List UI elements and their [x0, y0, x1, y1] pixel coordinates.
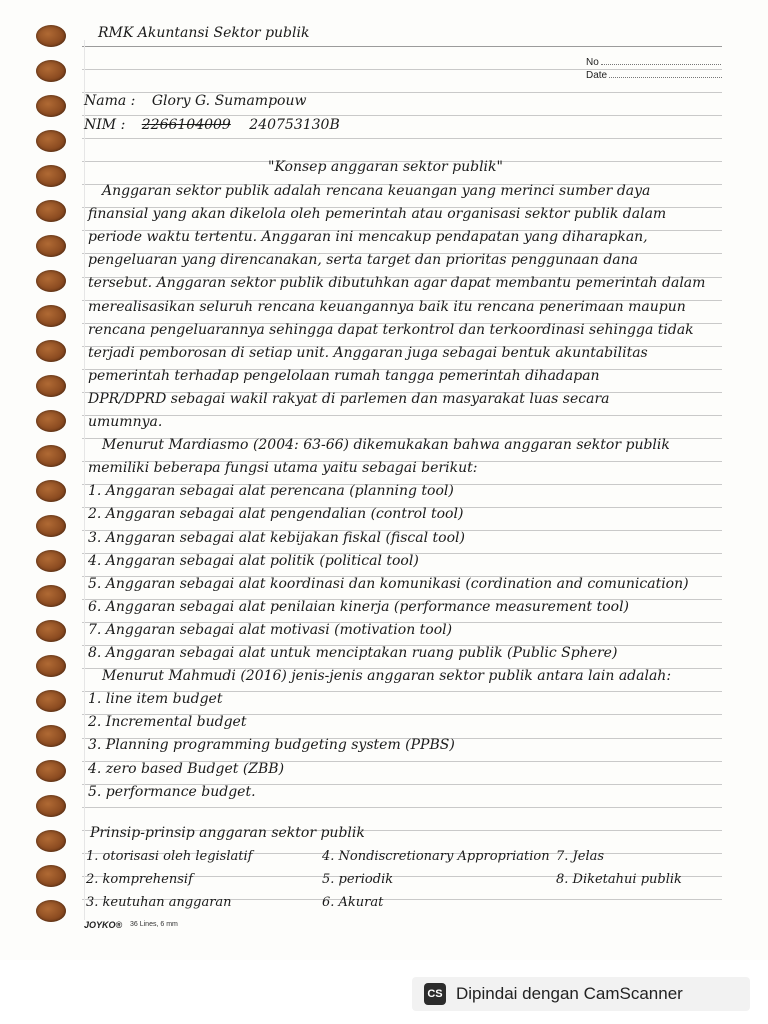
principle-item: 3. keutuhan anggaran	[86, 895, 232, 910]
essay-line: memiliki beberapa fungsi utama yaitu sebagai berikut:	[88, 460, 478, 477]
notebook-brand: JOYKO®	[84, 920, 123, 930]
binder-hole	[36, 550, 66, 572]
nim-value: 240753130B	[249, 117, 340, 133]
rule-line	[82, 415, 722, 416]
page-heading: RMK Akuntansi Sektor publik	[98, 25, 310, 41]
essay-line: pengeluaran yang direncanakan, serta target dan prioritas penggunaan dana	[88, 252, 639, 269]
margin-line	[84, 40, 85, 920]
principle-item: 5. periodik	[322, 872, 394, 887]
camscanner-logo-icon: CS	[424, 983, 446, 1005]
principle-item: 8. Diketahui publik	[556, 872, 682, 887]
essay-line: 5. performance budget.	[88, 783, 256, 800]
binder-hole	[36, 270, 66, 292]
principle-item: 1. otorisasi oleh legislatif	[86, 849, 253, 864]
principle-item: 4. Nondiscretionary Appropriation	[322, 849, 550, 864]
essay-line: 5. Anggaran sebagai alat koordinasi dan komunikasi (cordination and comunication)	[88, 575, 689, 592]
rule-line	[82, 807, 722, 808]
essay-line: merealisasikan seluruh rencana keuangannya baik itu rencana penerimaan maupun	[88, 298, 686, 315]
no-date-field	[586, 56, 722, 82]
essay-line: periode waktu tertentu. Anggaran ini mencakup pendapatan yang diharapkan,	[88, 229, 648, 246]
essay-line: 4. zero based Budget (ZBB)	[88, 760, 285, 777]
binder-hole	[36, 795, 66, 817]
essay-line: 6. Anggaran sebagai alat penilaian kinerja (performance measurement tool)	[88, 598, 630, 615]
essay-line: pemerintah terhadap pengelolaan rumah tangga pemerintah dihadapan	[88, 367, 600, 384]
essay-line: 3. Anggaran sebagai alat kebijakan fiskal (fiscal tool)	[88, 529, 465, 546]
binder-hole	[36, 60, 66, 82]
nim-crossed-out: 2266104009	[141, 117, 231, 133]
essay-line: Menurut Mardiasmo (2004: 63-66) dikemukakan bahwa anggaran sektor publik	[102, 437, 670, 454]
name-line	[84, 92, 306, 110]
essay-line: finansial yang akan dikelola oleh pemerintah atau organisasi sektor publik dalam	[88, 206, 667, 223]
binder-hole	[36, 340, 66, 362]
binder-hole	[36, 655, 66, 677]
essay-line: rencana pengeluarannya sehingga dapat terkontrol dan terkoordinasi sehingga tidak	[88, 321, 694, 338]
essay-line: 1. line item budget	[88, 691, 223, 708]
binder-hole	[36, 95, 66, 117]
binder-hole	[36, 165, 66, 187]
rule-line	[82, 138, 722, 139]
binder-hole	[36, 235, 66, 257]
binder-hole	[36, 830, 66, 852]
essay-line: 1. Anggaran sebagai alat perencana (planning tool)	[88, 483, 454, 500]
binder-hole	[36, 585, 66, 607]
principles-title: Prinsip-prinsip anggaran sektor publik	[90, 825, 365, 841]
binder-hole	[36, 130, 66, 152]
essay-line: Menurut Mahmudi (2016) jenis-jenis anggaran sektor publik antara lain adalah:	[102, 668, 672, 685]
binder-hole	[36, 865, 66, 887]
binder-hole	[36, 25, 66, 47]
essay-title: "Konsep anggaran sektor publik"	[268, 159, 503, 175]
essay-line: 2. Incremental budget	[88, 714, 247, 731]
binder-hole	[36, 725, 66, 747]
ruled-lines	[82, 0, 722, 960]
camscanner-label: Dipindai dengan CamScanner	[456, 984, 683, 1003]
essay-line: 2. Anggaran sebagai alat pengendalian (control tool)	[88, 506, 464, 523]
binder-hole	[36, 515, 66, 537]
binder-hole	[36, 410, 66, 432]
rule-line	[82, 46, 722, 47]
binder-holes	[36, 22, 70, 952]
binder-hole	[36, 900, 66, 922]
binder-hole	[36, 760, 66, 782]
principle-item: 7. Jelas	[556, 849, 605, 864]
binder-hole	[36, 620, 66, 642]
binder-hole	[36, 445, 66, 467]
essay-line: tersebut. Anggaran sektor publik dibutuhkan agar dapat membantu pemerintah dalam	[88, 275, 706, 292]
essay-line: 3. Planning programming budgeting system (PPBS)	[88, 737, 455, 754]
notebook-spec: 36 Lines, 6 mm	[130, 921, 178, 928]
binder-hole	[36, 305, 66, 327]
no-label: No	[586, 57, 599, 68]
camscanner-watermark	[412, 977, 750, 1011]
principle-item: 2. komprehensif	[86, 872, 193, 887]
principle-item: 6. Akurat	[322, 895, 384, 910]
date-label: Date	[586, 70, 608, 81]
essay-line: Anggaran sektor publik adalah rencana keuangan yang merinci sumber daya	[102, 183, 651, 199]
essay-line: DPR/DPRD sebagai wakil rakyat di parlemen dan masyarakat luas secara	[88, 390, 610, 407]
essay-line: terjadi pemborosan di setiap unit. Anggaran juga sebagai bentuk akuntabilitas	[88, 344, 648, 361]
essay-line: 8. Anggaran sebagai alat untuk menciptakan ruang publik (Public Sphere)	[88, 645, 618, 661]
nim-line	[84, 116, 340, 134]
name-label: Nama :	[84, 93, 136, 109]
name-value: Glory G. Sumampouw	[151, 93, 307, 109]
essay-line: 7. Anggaran sebagai alat motivasi (motivation tool)	[88, 621, 453, 638]
essay-line: umumnya.	[88, 414, 163, 430]
essay-line: 4. Anggaran sebagai alat politik (political tool)	[88, 552, 419, 569]
binder-hole	[36, 480, 66, 502]
binder-hole	[36, 200, 66, 222]
binder-hole	[36, 690, 66, 712]
nim-label: NIM :	[84, 117, 126, 133]
binder-hole	[36, 375, 66, 397]
